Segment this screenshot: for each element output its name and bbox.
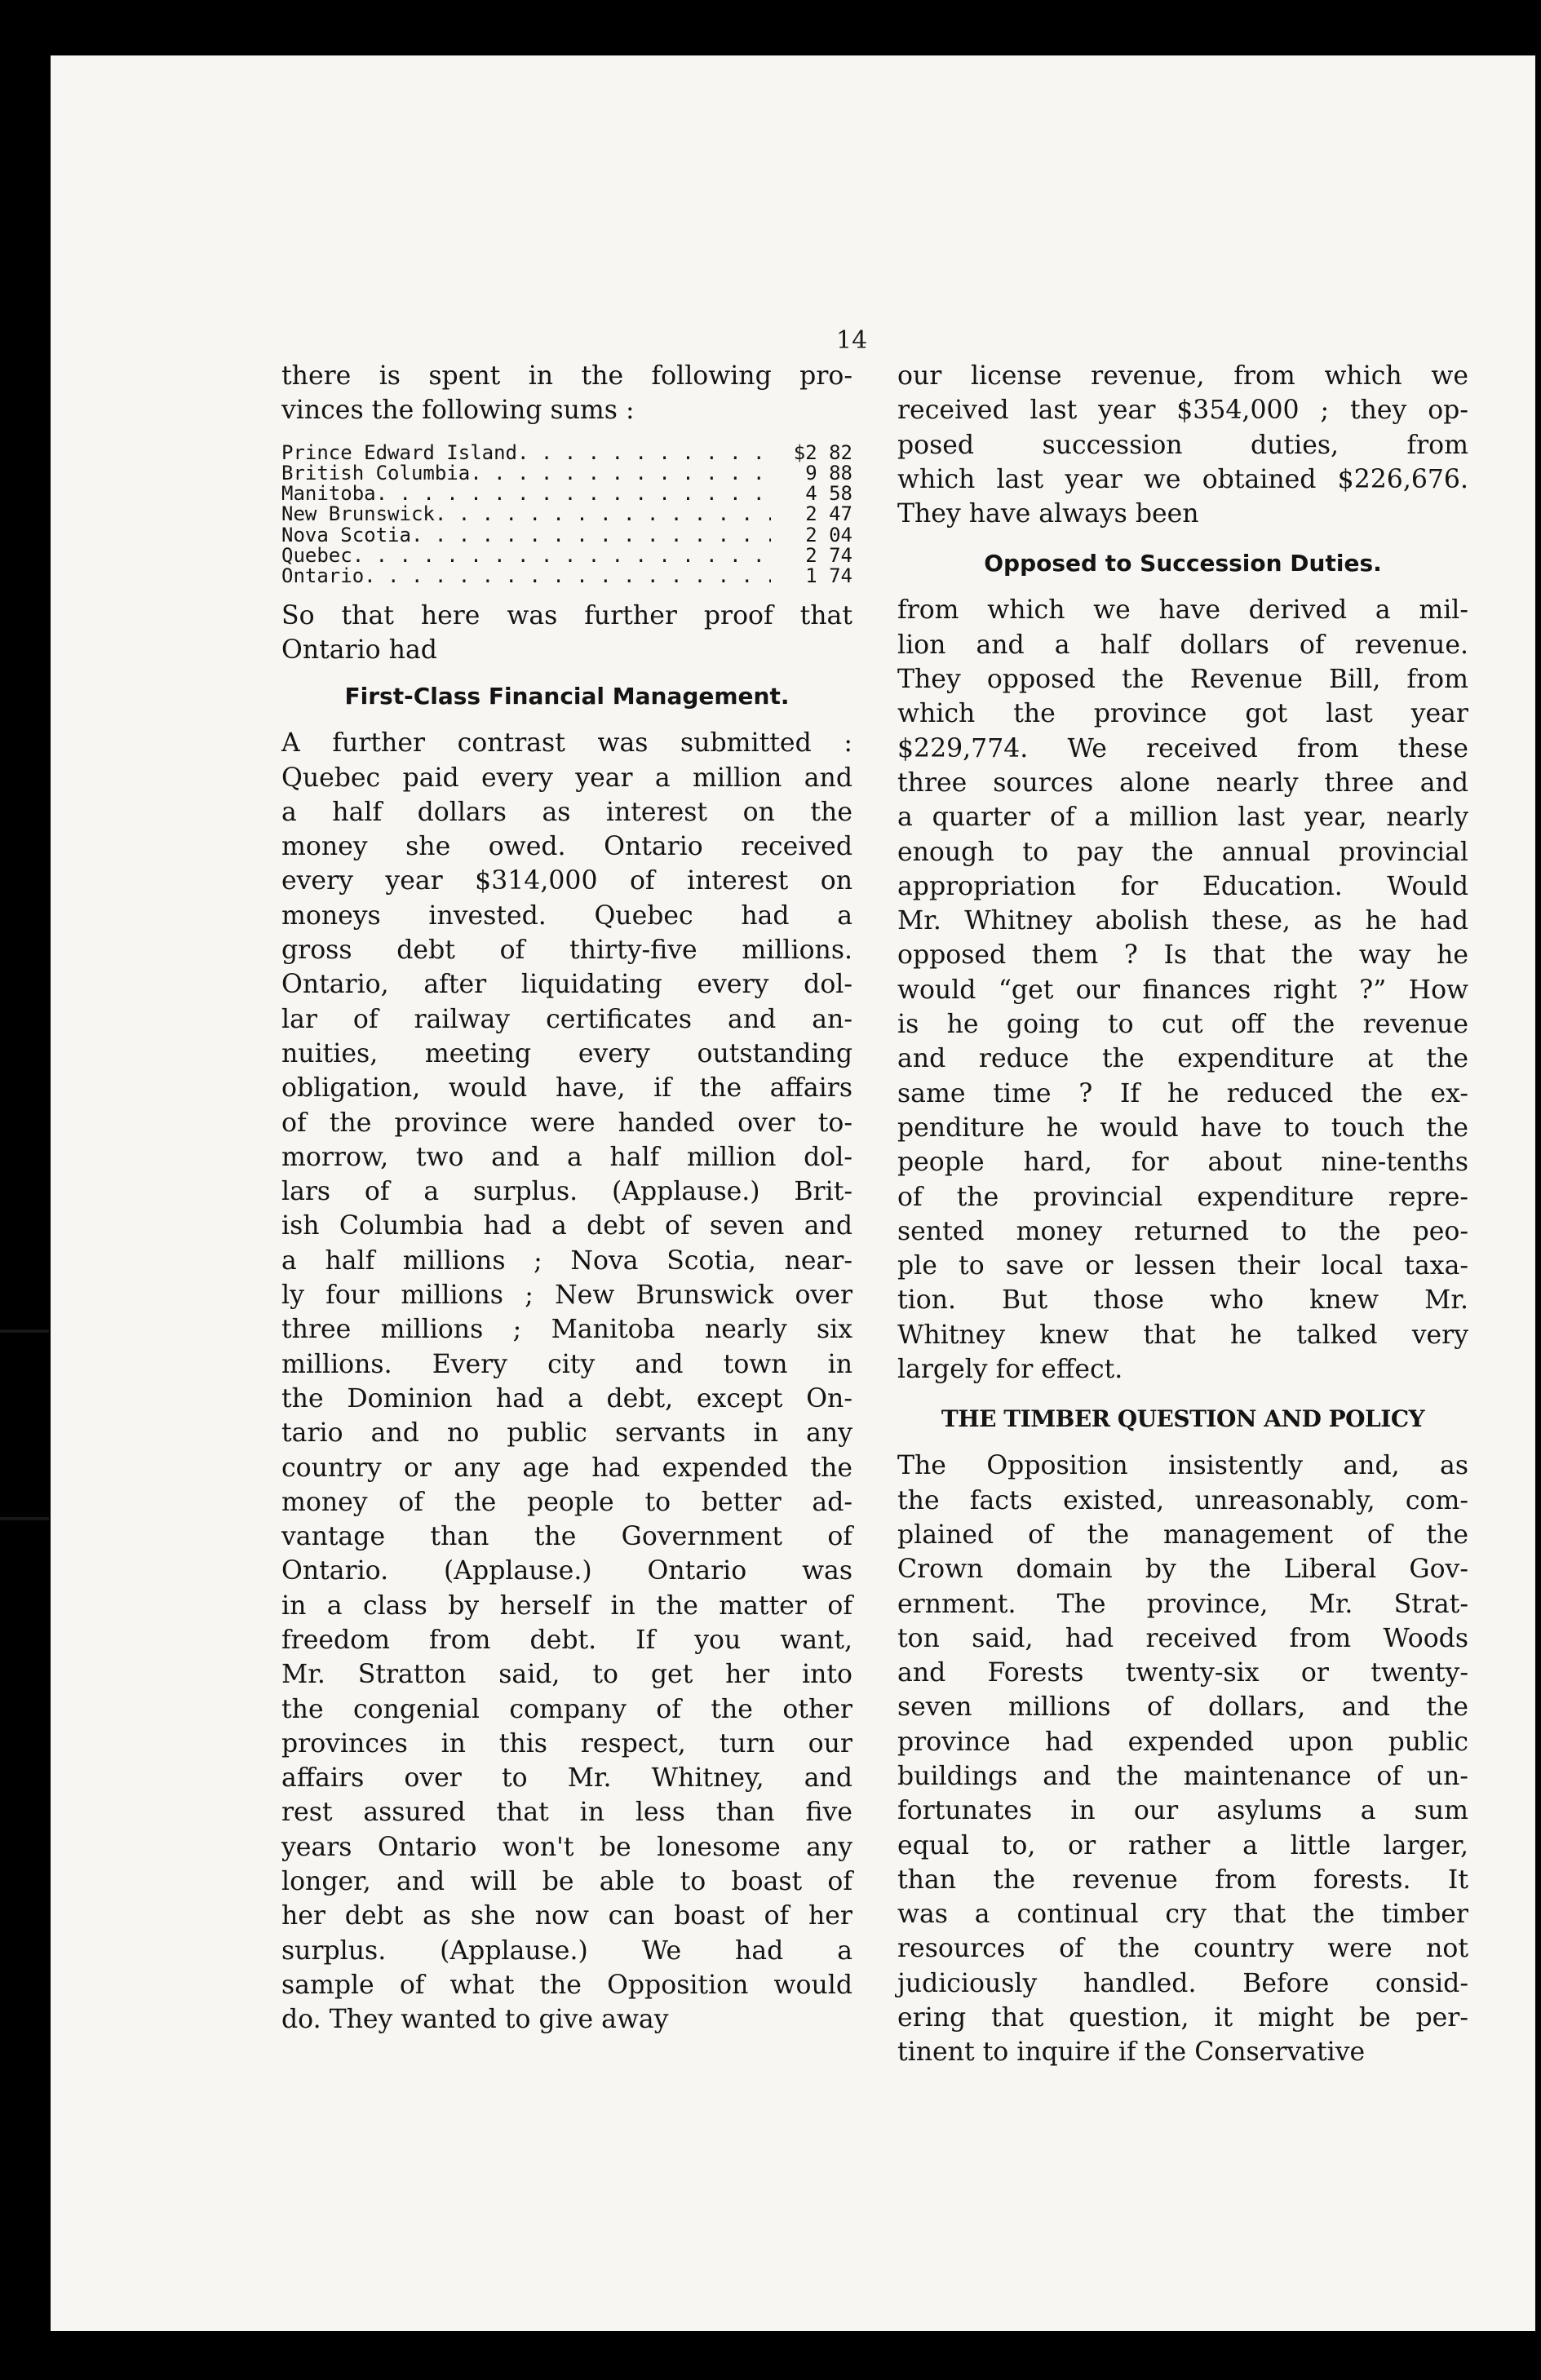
page-number: 14 — [836, 326, 868, 355]
text-line: three millions ; Manitoba nearly six — [281, 1315, 852, 1345]
province-name: Prince Edward Island — [281, 442, 517, 463]
text-line: ly four millions ; New Brunswick over — [281, 1281, 852, 1311]
text-line: ton said, had received from Woods — [897, 1623, 1468, 1653]
text-line: Ontario, after liquidating every dol- — [281, 970, 852, 1000]
text-line: nuities, meeting every outstanding — [281, 1038, 852, 1068]
text-line: resources of the country were not — [897, 1934, 1468, 1964]
text-line: $229,774. We received from these — [897, 733, 1468, 763]
text-line: Whitney knew that he talked very — [897, 1320, 1468, 1350]
sum-row — [281, 443, 852, 463]
text-line: three sources alone nearly three and — [897, 768, 1468, 798]
text-line: They have always been — [897, 499, 1199, 529]
province-name: Manitoba — [281, 484, 376, 505]
leader-dots — [517, 443, 771, 463]
sum-row — [281, 504, 852, 524]
text-line: country or any age had expended the — [281, 1453, 852, 1483]
text-line: in a class by herself in the matter of — [281, 1590, 852, 1621]
text-line: obligation, would have, if the affairs — [281, 1073, 852, 1104]
province-name: British Columbia — [281, 462, 471, 484]
text-line: plained of the management of the — [897, 1520, 1468, 1550]
text-line: the Dominion had a debt, except On- — [281, 1383, 852, 1413]
text-line: province had expended upon public — [897, 1727, 1468, 1757]
province-name: Quebec — [281, 546, 352, 567]
text-line: penditure he would have to touch the — [897, 1113, 1468, 1143]
province-name: Nova Scotia — [281, 524, 411, 546]
proof-paragraph — [281, 599, 852, 668]
text-line: freedom from debt. If you want, — [281, 1625, 852, 1655]
text-line: largely for effect. — [897, 1355, 1123, 1385]
leader-dots — [364, 566, 771, 586]
leader-dots — [411, 525, 771, 546]
sum-row — [281, 525, 852, 546]
text-line: appropriation for Education. Would — [897, 871, 1468, 901]
text-line: would “get our finances right ?” How — [897, 975, 1468, 1005]
text-line: our license revenue, from which we — [897, 361, 1468, 391]
text-line: was a continual cry that the timber — [897, 1900, 1468, 1930]
text-line: sample of what the Opposition would — [281, 1970, 852, 2000]
right-column — [897, 359, 1468, 2070]
text-line: enough to pay the annual provincial — [897, 837, 1468, 867]
license-revenue-paragraph — [897, 359, 1468, 531]
text-line: people hard, for about nine-tenths — [897, 1148, 1468, 1178]
text-line: Quebec paid every year a million and — [281, 763, 852, 793]
text-line: lar of railway certificates and an- — [281, 1004, 852, 1034]
sum-amount: 1 74 — [805, 566, 852, 587]
text-line: do. They wanted to give away — [281, 2005, 669, 2035]
text-line: sented money returned to the peo- — [897, 1216, 1468, 1246]
sum-row — [281, 566, 852, 586]
text-line: vinces the following sums : — [281, 396, 635, 426]
section-heading-financial-management: First-Class Financial Management. — [344, 683, 790, 710]
text-line: morrow, two and a half million dol- — [281, 1142, 852, 1172]
text-line: received last year $354,000 ; they op- — [897, 396, 1468, 426]
text-line: Ontario. (Applause.) Ontario was — [281, 1556, 852, 1586]
text-line: and reduce the expenditure at the — [897, 1044, 1468, 1074]
text-line: Mr. Whitney abolish these, as he had — [897, 906, 1468, 936]
text-line: longer, and will be able to boast of — [281, 1867, 852, 1897]
text-line: of the province were handed over to- — [281, 1108, 852, 1138]
text-line: her debt as she now can boast of her — [281, 1901, 852, 1931]
text-line: a half dollars as interest on the — [281, 797, 852, 827]
text-line: ish Columbia had a debt of seven and — [281, 1211, 852, 1241]
intro-paragraph — [281, 359, 852, 428]
text-line: moneys invested. Quebec had a — [281, 900, 852, 931]
section-heading-succession-duties: Opposed to Succession Duties. — [984, 550, 1382, 577]
text-line: affairs over to Mr. Whitney, and — [281, 1763, 852, 1794]
text-line: They opposed the Revenue Bill, from — [897, 665, 1468, 695]
sum-row — [281, 484, 852, 504]
text-line: A further contrast was submitted : — [281, 728, 852, 759]
text-line: a quarter of a million last year, nearly — [897, 803, 1468, 833]
text-line: lion and a half dollars of revenue. — [897, 630, 1468, 660]
body-paragraph — [281, 726, 852, 2037]
text-line: Ontario had — [281, 635, 437, 665]
scan-edge-mark — [0, 1329, 49, 1333]
province-name: Ontario — [281, 566, 365, 587]
text-line: provinces in this respect, turn our — [281, 1728, 852, 1758]
sum-row — [281, 463, 852, 484]
text-line: which the province got last year — [897, 699, 1468, 729]
sum-amount: 2 04 — [805, 524, 852, 546]
text-line: and Forests twenty-six or twenty- — [897, 1658, 1468, 1688]
text-line: money she owed. Ontario received — [281, 832, 852, 862]
text-line: millions. Every city and town in — [281, 1349, 852, 1379]
text-line: posed succession duties, from — [897, 430, 1468, 460]
text-line: the congenial company of the other — [281, 1694, 852, 1724]
text-line: tinent to inquire if the Conservative — [897, 2037, 1366, 2068]
text-line: Crown domain by the Liberal Gov- — [897, 1555, 1468, 1585]
revenue-paragraph — [897, 593, 1468, 1387]
left-column — [281, 359, 852, 2037]
text-line: ple to save or lessen their local taxa- — [897, 1251, 1468, 1281]
sum-amount: 2 47 — [805, 504, 852, 525]
text-line: money of the people to better ad- — [281, 1487, 852, 1517]
province-name: New Brunswick — [281, 504, 435, 525]
text-line: opposed them ? Is that the way he — [897, 940, 1468, 971]
text-line: a half millions ; Nova Scotia, near- — [281, 1245, 852, 1276]
text-line: The Opposition insistently and, as — [897, 1451, 1468, 1481]
sum-amount: $2 82 — [793, 442, 852, 463]
text-line: rest assured that in less than five — [281, 1798, 852, 1828]
sum-amount: 9 88 — [805, 462, 852, 484]
text-line: Mr. Stratton said, to get her into — [281, 1660, 852, 1690]
text-line: years Ontario won't be lonesome any — [281, 1832, 852, 1862]
text-line: same time ? If he reduced the ex- — [897, 1078, 1468, 1108]
scan-edge-mark — [0, 1517, 49, 1520]
text-line: there is spent in the following pro- — [281, 361, 852, 391]
provincial-sums-list — [281, 443, 852, 587]
text-line: the facts existed, unreasonably, com- — [897, 1485, 1468, 1515]
leader-dots — [376, 484, 771, 504]
text-line: ering that question, it might be per- — [897, 2003, 1468, 2033]
sum-amount: 2 74 — [805, 546, 852, 567]
text-line: surplus. (Applause.) We had a — [281, 1935, 852, 1966]
text-line: So that here was further proof that — [281, 600, 852, 630]
leader-dots — [435, 504, 771, 524]
text-line: gross debt of thirty-five millions. — [281, 936, 852, 966]
text-line: tion. But those who knew Mr. — [897, 1285, 1468, 1316]
text-line: tario and no public servants in any — [281, 1418, 852, 1449]
leader-dots — [352, 546, 771, 566]
text-line: is he going to cut off the revenue — [897, 1010, 1468, 1040]
text-line: every year $314,000 of interest on — [281, 866, 852, 896]
sum-row — [281, 546, 852, 566]
text-line: than the revenue from forests. It — [897, 1865, 1468, 1895]
text-line: seven millions of dollars, and the — [897, 1692, 1468, 1723]
text-line: buildings and the maintenance of un- — [897, 1761, 1468, 1791]
text-line: lars of a surplus. (Applause.) Brit- — [281, 1177, 852, 1207]
timber-paragraph — [897, 1449, 1468, 2069]
text-line: vantage than the Government of — [281, 1522, 852, 1552]
sum-amount: 4 58 — [805, 484, 852, 505]
text-line: equal to, or rather a little larger, — [897, 1830, 1468, 1860]
text-line: from which we have derived a mil- — [897, 595, 1468, 626]
text-line: judiciously handled. Before consid- — [897, 1968, 1468, 1998]
text-line: which last year we obtained $226,676. — [897, 464, 1468, 494]
text-line: ernment. The province, Mr. Strat- — [897, 1589, 1468, 1619]
leader-dots — [470, 463, 771, 484]
text-line: fortunates in our asylums a sum — [897, 1796, 1468, 1826]
text-line: of the provincial expenditure repre- — [897, 1182, 1468, 1212]
section-heading-timber-question: THE TIMBER QUESTION AND POLICY — [941, 1405, 1425, 1433]
